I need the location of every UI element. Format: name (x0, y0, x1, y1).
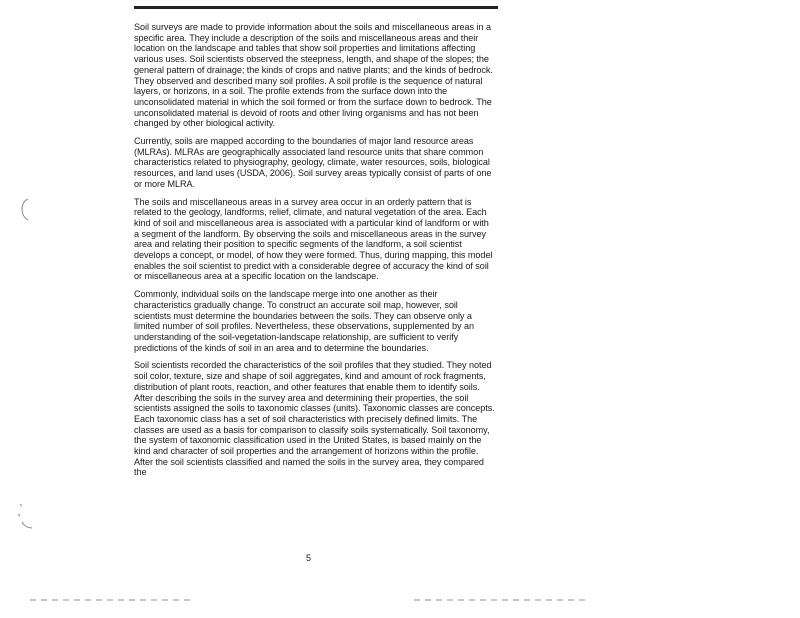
header-rule (134, 6, 498, 9)
paragraph-soil-surveys: Soil surveys are made to provide information about the soils and miscellaneous areas in a specific area. They include a description of the soils and miscellaneous areas and their location on the landscape and tables that show soil properties and limitations affecting various uses. Soil scientists observed the steepness, length, and shape of the slopes; the general pattern of drainage; the kinds of crops and native plants; and the kinds of bedrock. They observed and described many soil profiles. A soil profile is the sequence of natural layers, or horizons, in a soil. The profile extends from the surface down into the unconsolidated material in which the soil formed or from the surface down to bedrock. The unconsolidated material is devoid of roots and other living organisms and has not been changed by other biological activity. (134, 22, 493, 129)
scan-mark-bottom (10, 500, 34, 534)
paragraph-mlra: Currently, soils are mapped according to the boundaries of major land resource areas (MLRAs). MLRAs are geographically associated land resource units that share common characteristics related to physiography, geology, climate, water resources, soils, biological resources, and land uses (USDA, 2006). Soil survey areas typically consist of parts of one or more MLRA. (134, 136, 492, 189)
paragraph-soil-boundaries: Commonly, individual soils on the landscape merge into one another as their characteristics gradually change. To construct an accurate soil map, however, soil scientists must determine the boundaries between the soils. They can observe only a limited number of soil profiles. Nevertheless, these observations, supplemented by an understanding of the soil-vegetation-landscape relationship, are sufficient to verify predictions of the kinds of soil in an area and to determine the boundaries. (134, 289, 474, 353)
paragraph-orderly-pattern: The soils and miscellaneous areas in a survey area occur in an orderly pattern that is related to the geology, landforms, relief, climate, and natural vegetation of the area. Each kind of soil and miscellaneous area is associated with a particular kind of landform or with a segment of the landform. By observing the soils and miscellaneous areas in the survey area and relating their position to specific segments of the landform, a soil scientist develops a concept, or model, of how they were formed. Thus, during mapping, this model enables the soil scientist to predict with a considerable degree of accuracy the kind of soil or miscellaneous area at a specific location on the landscape. (134, 196, 493, 282)
footer-smudge-left (30, 596, 200, 604)
footer-smudge-right (414, 596, 594, 604)
scan-mark-top (14, 196, 34, 224)
body-text-column (134, 22, 496, 485)
paragraph-soil-characteristics: Soil scientists recorded the characteristics of the soil profiles that they studied. They noted soil color, texture, size and shape of soil aggregates, kind and amount of rock fragments, distribution of plant roots, reaction, and other features that enable them to identify soils. After describing the soils in the survey area and determining their properties, the soil scientists assigned the soils to taxonomic classes (units). Taxonomic classes are concepts. Each taxonomic class has a set of soil characteristics with precisely defined limits. The classes are used as a basis for comparison to classify soils systematically. Soil taxonomy, the system of taxonomic classification used in the United States, is based mainly on the kind and character of soil properties and the arrangement of horizons within the profile. After the soil scientists classified and named the soils in the survey area, they compared the (134, 360, 495, 478)
page-number: 5 (306, 553, 312, 563)
